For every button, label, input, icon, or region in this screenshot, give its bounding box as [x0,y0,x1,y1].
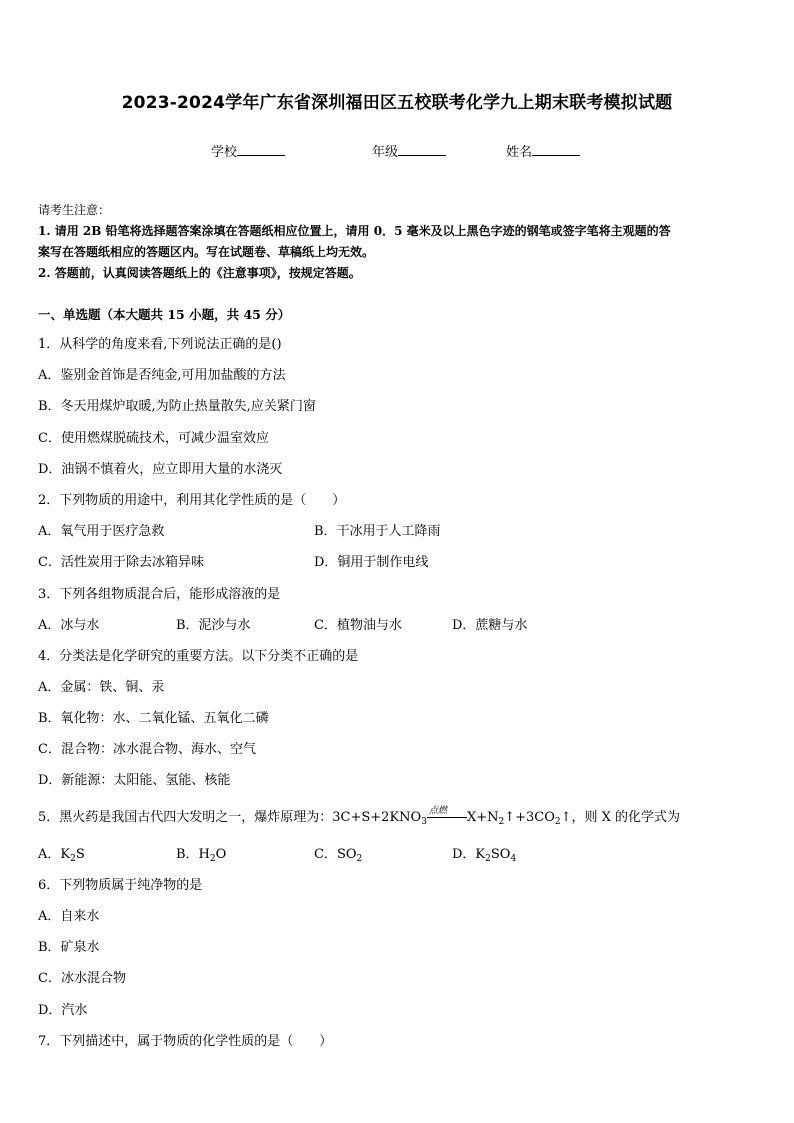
question-7-stem: 7．下列描述中，属于物质的化学性质的是（ ） [38,1034,333,1049]
question-1-option-c: C．使用燃煤脱硫技术，可减少温室效应 [38,431,269,446]
q5-d-pre: D．K [452,847,486,862]
q5-d-sub: 2 [485,854,491,864]
question-4-option-a: A．金属：铁、铜、汞 [38,680,165,695]
question-5-stem [38,806,680,827]
question-6-option-a: A．自来水 [38,909,100,924]
q5-sub-2: 2 [498,817,505,827]
q5-b-post: O [215,847,227,862]
question-2-option-a: A．氧气用于医疗急救 [38,524,165,539]
question-5-option-d [452,843,516,864]
notice-item-1-line-2: 案写在答题纸相应的答题区内。写在试题卷、草稿纸上均无效。 [38,245,375,259]
question-3-option-d: D．蔗糖与水 [452,618,528,633]
question-5-option-a [38,843,85,864]
q5-prod-1: X+N [466,810,499,825]
question-3-option-b: B．泥沙与水 [176,618,251,633]
reaction-arrow [427,806,467,823]
page-title: 2023-2024学年广东省深圳福田区五校联考化学九上期末联考模拟试题 [121,93,673,113]
question-1-option-d: D．油锅不慎着火，应立即用大量的水浇灭 [38,462,283,477]
name-field [506,141,580,160]
q5-stem-pre: 5．黑火药是我国古代四大发明之一，爆炸原理为：3C+S+2KNO [38,810,422,825]
q5-b-sub: 2 [209,854,216,864]
reaction-condition: 点燃 [428,806,447,816]
question-3-stem: 3．下列各组物质混合后，能形成溶液的是 [38,587,281,602]
question-2-stem: 2．下列物质的用途中，利用其化学性质的是（ ） [38,493,346,508]
q5-prod-2: ↑+3CO [504,810,555,825]
section-title: 一、单选题（本大题共 15 小题，共 45 分） [38,307,291,322]
school-field [211,141,285,160]
question-6-stem: 6．下列物质属于纯净物的是 [38,878,203,893]
question-3-option-c: C．植物油与水 [314,618,402,633]
q5-a-sub: 2 [70,854,76,864]
grade-blank [398,143,446,156]
question-1-option-a: A．鉴别金首饰是否纯金,可用加盐酸的方法 [38,368,286,383]
question-6-option-c: C．冰水混合物 [38,971,126,986]
name-label: 姓名 [506,145,533,160]
question-4-option-b: B．氧化物：水、二氧化锰、五氧化二磷 [38,711,269,726]
q5-d-mid: SO [490,847,511,862]
q5-c-pre: C．SO [314,847,357,862]
q5-b-pre: B．H [176,847,210,862]
q5-c-sub: 2 [356,854,363,864]
question-2-option-c: C．活性炭用于除去冰箱异味 [38,555,204,570]
q5-sub-3: 3 [421,817,427,827]
notice-item-1-line-1: 1. 请用 2B 铅笔将选择题答案涂填在答题纸相应位置上，请用 0．5 毫米及以上黑色字迹的钢笔或签字笔将主观题的答 [38,224,671,238]
q5-d-sub2: 4 [510,854,517,864]
name-blank [532,143,580,156]
question-4-option-d: D．新能源：太阳能、氢能、核能 [38,773,231,788]
question-4-option-c: C．混合物：冰水混合物、海水、空气 [38,742,256,757]
question-2-option-d: D．铜用于制作电线 [314,555,429,570]
q5-a-post: S [75,847,85,862]
question-6-option-b: B．矿泉水 [38,940,100,955]
question-6-option-d: D．汽水 [38,1003,88,1018]
q5-sub-2b: 2 [554,817,561,827]
grade-field [372,141,446,160]
school-blank [237,143,285,156]
notice-heading: 请考生注意： [38,203,111,217]
question-1-stem: 1．从科学的角度来看,下列说法正确的是() [38,337,282,352]
grade-label: 年级 [372,145,399,160]
q5-stem-post: ↑，则 X 的化学式为 [560,810,681,825]
question-3-option-a: A．冰与水 [38,618,100,633]
question-4-stem: 4．分类法是化学研究的重要方法。以下分类不正确的是 [38,649,359,664]
question-2-option-b: B．干冰用于人工降雨 [314,524,441,539]
question-5-option-b [176,843,226,864]
question-1-option-b: B．冬天用煤炉取暖,为防止热量散失,应关紧门窗 [38,399,316,414]
school-label: 学校 [211,145,238,160]
q5-a-pre: A．K [38,847,71,862]
question-5-option-c [314,843,362,864]
notice-item-2: 2. 答题前，认真阅读答题纸上的《注意事项》，按规定答题。 [38,266,361,280]
